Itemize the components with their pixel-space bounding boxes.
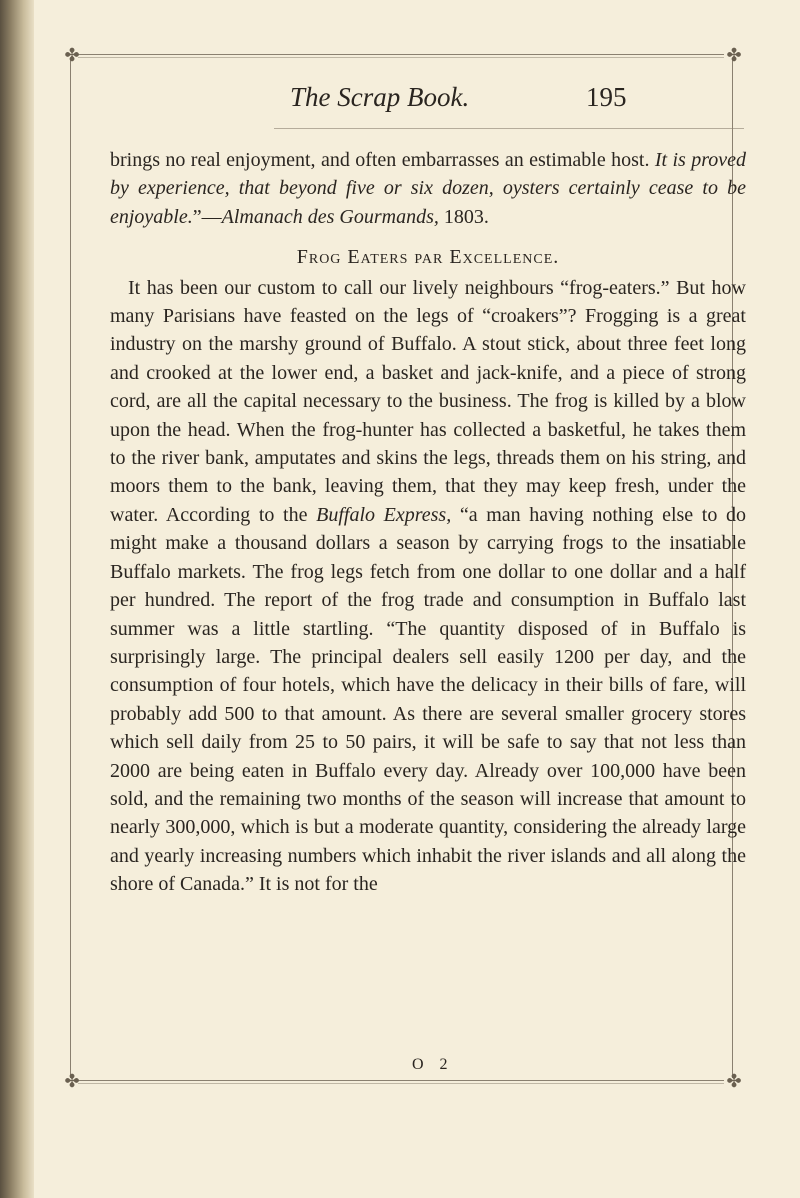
paragraph-text: “a man having nothing else to do might make a thousand dollars a season by carrying frogs to the insatiable Buffalo markets. The frog legs fetch from one dollar to one dollar and a half per hundred. The report of the frog trade and consumption in Buffalo last summer was a little startling. “The quantity disposed of in Buffalo is surprisingly large. The principal dealers sell easily 1200 per day, and the consumption of four hotels, which have the delicacy in their bills of fare, will probably add 500 to that amount. As there are several smaller grocery stores which sell daily from 25 to 50 pairs, it will be safe to say that not less than 2000 are being eaten in Buffalo every day. Already over 100,000 have been sold, and the remaining two months of the season will increase that amount to nearly 300,000, which is but a moderate quantity, considering the already large and yearly increasing numbers which inhabit the river islands and all along the shore of Canada.” It is not for the [110,503,746,896]
paragraph [110,274,746,899]
page-number: 195 [586,82,627,112]
citation-year: 1803. [438,205,489,228]
corner-ornament-icon: ✤ [726,45,742,65]
italic-quote: It is proved by experience, that beyond five or six dozen, oysters certainly cease to be enjoyable. [110,149,746,228]
page-header [104,82,744,122]
signature-mark: O 2 [412,1056,454,1073]
corner-ornament-icon: ✤ [726,1071,742,1091]
paragraph [110,146,746,231]
book-spine-shadow [0,0,34,1198]
paragraph-text: brings no real enjoyment, and often embarrasses an estimable host. [110,149,655,171]
source-citation: Almanach des Gourmands, [221,205,439,228]
quote-close: ”— [192,205,222,228]
newspaper-title: Buffalo Express, [316,503,452,526]
corner-ornament-icon: ✤ [64,1071,80,1091]
page-text [110,146,746,899]
section-heading: Frog Eaters par Excellence. [296,246,560,269]
header-underline [274,128,744,129]
book-page [34,0,800,1198]
corner-ornament-icon: ✤ [64,45,80,65]
left-border-rule [70,58,71,1078]
bottom-border-rule [78,1080,724,1081]
running-title: The Scrap Book. [290,82,470,112]
top-border-rule [78,54,724,55]
paragraph-text: It has been our custom to call our lively neighbours “frog-eaters.” But how many Parisians have feasted on the legs of “croakers”? Frogging is a great industry on the marshy ground of Buffalo. A stout stick, about three feet long and crooked at the lower end, a basket and jack-knife, and a piece of strong cord, are all the capital necessary to the business. The frog is killed by a blow upon the head. When the frog-hunter has collected a basketful, he takes them to the river bank, amputates and skins the legs, threads them on his string, and moors them to the bank, leaving them, that they may keep fresh, under the water. According to the [110,276,746,526]
bottom-border-rule-inner [78,1083,724,1084]
top-border-rule-inner [78,57,724,58]
